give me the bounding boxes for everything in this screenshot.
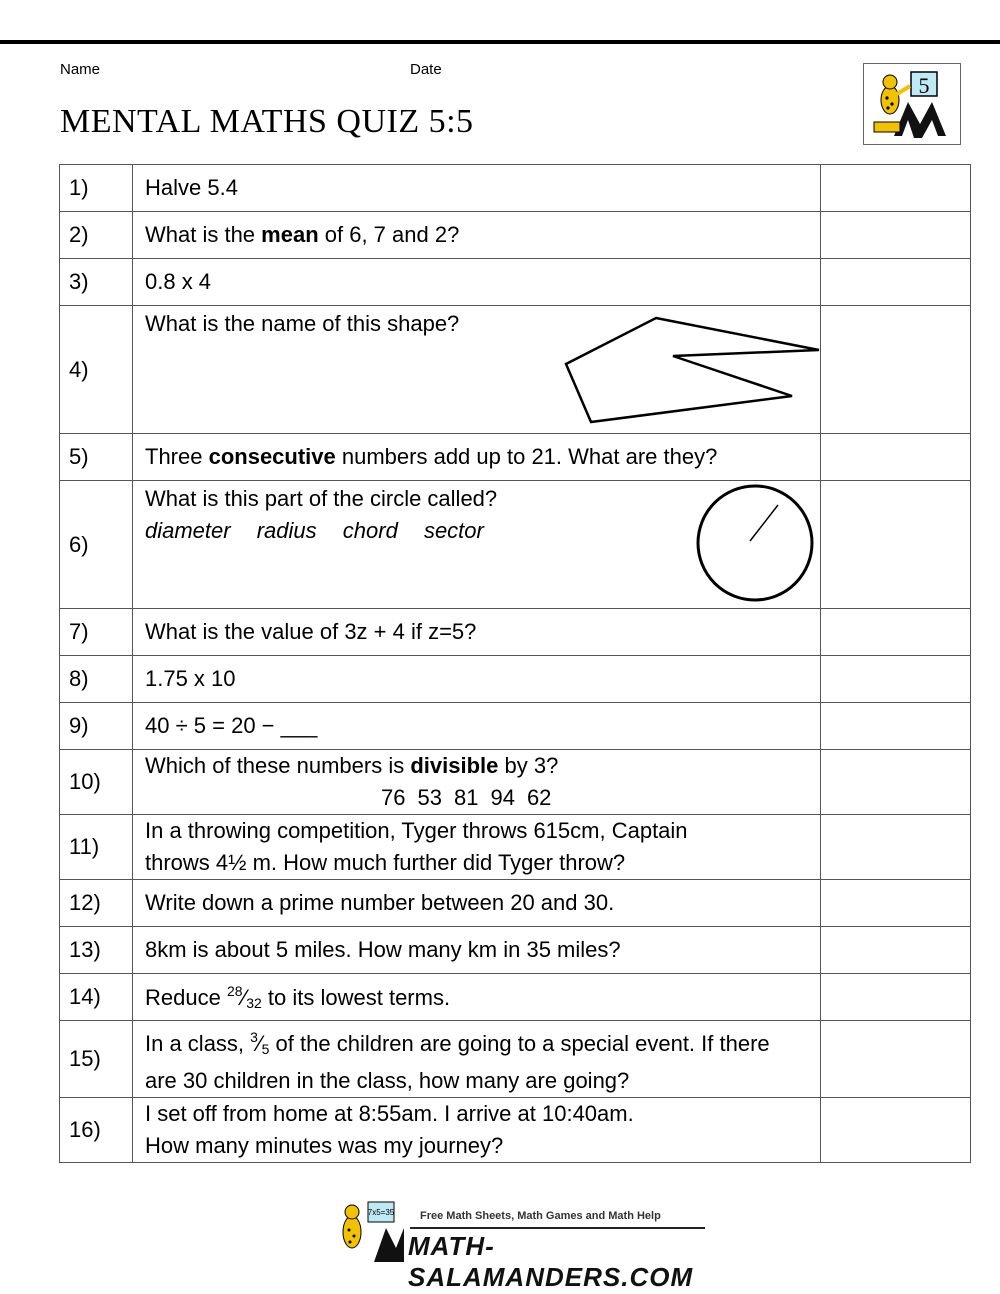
question-text: 8km is about 5 miles. How many km in 35 miles?	[133, 927, 821, 974]
answer-box[interactable]	[821, 880, 971, 927]
question-number: 16)	[60, 1098, 133, 1163]
question-cell	[133, 750, 821, 815]
option-sector: sector	[423, 518, 484, 543]
answer-box[interactable]	[821, 165, 971, 212]
question-row	[60, 165, 971, 212]
concave-pentagon-shape	[561, 312, 831, 432]
answer-box[interactable]	[821, 815, 971, 880]
fraction-numerator: 28	[226, 983, 243, 999]
question-cell	[133, 1021, 821, 1098]
question-number: 10)	[60, 750, 133, 815]
question-text: 0.8 x 4	[133, 259, 821, 306]
level-number: 5	[918, 73, 930, 98]
answer-box[interactable]	[821, 750, 971, 815]
question-text: What is the value of 3z + 4 if z=5?	[133, 609, 821, 656]
circle-radius-diagram	[691, 483, 821, 607]
question-text: Which of these numbers is divisible by 3?	[145, 753, 559, 778]
salamander-logo-icon	[864, 64, 960, 144]
choice: 62	[526, 785, 552, 810]
answer-box[interactable]	[821, 306, 971, 434]
question-text: What is this part of the circle called?	[145, 486, 498, 511]
footer-logo[interactable]	[320, 1196, 720, 1292]
question-row	[60, 927, 971, 974]
question-row	[60, 656, 971, 703]
choice: 81	[453, 785, 479, 810]
svg-text:7x5=35: 7x5=35	[367, 1208, 395, 1217]
circle-part-options	[145, 515, 504, 547]
question-row	[60, 974, 971, 1021]
question-text: What is the name of this shape?	[145, 311, 460, 336]
salamander-mascot-icon	[324, 1196, 404, 1266]
top-rule	[0, 40, 1000, 44]
question-row	[60, 212, 971, 259]
name-label: Name	[60, 61, 101, 78]
answer-box[interactable]	[821, 927, 971, 974]
question-number: 6)	[60, 481, 133, 609]
option-diameter: diameter	[145, 518, 231, 543]
footer-site-name[interactable]: MATH-SALAMANDERS.COM	[408, 1231, 694, 1292]
question-text: Write down a prime number between 20 and 30.	[133, 880, 821, 927]
question-number: 4)	[60, 306, 133, 434]
question-number: 7)	[60, 609, 133, 656]
answer-box[interactable]	[821, 1098, 971, 1163]
date-label: Date	[410, 61, 442, 78]
question-number: 2)	[60, 212, 133, 259]
question-number: 14)	[60, 974, 133, 1021]
question-row	[60, 815, 971, 880]
question-row	[60, 1098, 971, 1163]
question-number: 1)	[60, 165, 133, 212]
choice: 53	[417, 785, 442, 810]
question-row	[60, 481, 971, 609]
question-row	[60, 434, 971, 481]
question-text-line: How many minutes was my journey?	[145, 1133, 504, 1158]
question-number: 15)	[60, 1021, 133, 1098]
question-number: 3)	[60, 259, 133, 306]
question-text-line: In a class, $^3⁄_5$ of the children are going to a special event. If there	[145, 1029, 770, 1057]
question-text-line: throws 4½ m. How much further did Tyger throw?	[145, 850, 626, 875]
question-text: What is the mean of 6, 7 and 2?	[133, 212, 821, 259]
question-text: Reduce $^{28}⁄_{32}$ to its lowest terms.	[133, 974, 821, 1021]
question-row	[60, 880, 971, 927]
question-cell	[133, 306, 821, 434]
answer-box[interactable]	[821, 609, 971, 656]
answer-box[interactable]	[821, 974, 971, 1021]
level-logo	[863, 63, 961, 145]
fraction-denominator: 5	[261, 1041, 270, 1057]
question-row	[60, 306, 971, 434]
question-text: 40 ÷ 5 = 20 − ___	[133, 703, 821, 750]
question-cell	[133, 815, 821, 880]
question-number: 9)	[60, 703, 133, 750]
answer-box[interactable]	[821, 1021, 971, 1098]
answer-box[interactable]	[821, 259, 971, 306]
question-row	[60, 1021, 971, 1098]
question-cell	[133, 1098, 821, 1163]
quiz-table	[59, 164, 971, 1163]
question-text-line: In a throwing competition, Tyger throws 615cm, Captain	[145, 818, 688, 843]
question-number: 8)	[60, 656, 133, 703]
question-row	[60, 609, 971, 656]
question-number: 12)	[60, 880, 133, 927]
footer-tagline: Free Math Sheets, Math Games and Math Help	[420, 1210, 661, 1222]
question-text-line: are 30 children in the class, how many are going?	[145, 1068, 630, 1093]
option-radius: radius	[256, 518, 317, 543]
fraction-numerator: 3	[250, 1029, 258, 1045]
number-choices	[145, 782, 820, 814]
answer-box[interactable]	[821, 703, 971, 750]
question-number: 5)	[60, 434, 133, 481]
question-text: 1.75 x 10	[133, 656, 821, 703]
page-title: MENTAL MATHS QUIZ 5:5	[60, 103, 474, 140]
question-text-line: I set off from home at 8:55am. I arrive at 10:40am.	[145, 1101, 634, 1126]
question-text: Three consecutive numbers add up to 21. What are they?	[133, 434, 821, 481]
answer-box[interactable]	[821, 434, 971, 481]
question-row	[60, 703, 971, 750]
option-chord: chord	[342, 518, 398, 543]
question-number: 11)	[60, 815, 133, 880]
question-row	[60, 259, 971, 306]
fraction-denominator: 32	[246, 995, 262, 1011]
choice: 94	[490, 785, 515, 810]
question-row	[60, 750, 971, 815]
footer-rule	[410, 1227, 705, 1229]
question-cell	[133, 481, 821, 609]
question-text: Halve 5.4	[133, 165, 821, 212]
answer-box[interactable]	[821, 656, 971, 703]
answer-box[interactable]	[821, 481, 971, 609]
choice: 76	[381, 785, 406, 810]
question-number: 13)	[60, 927, 133, 974]
answer-box[interactable]	[821, 212, 971, 259]
